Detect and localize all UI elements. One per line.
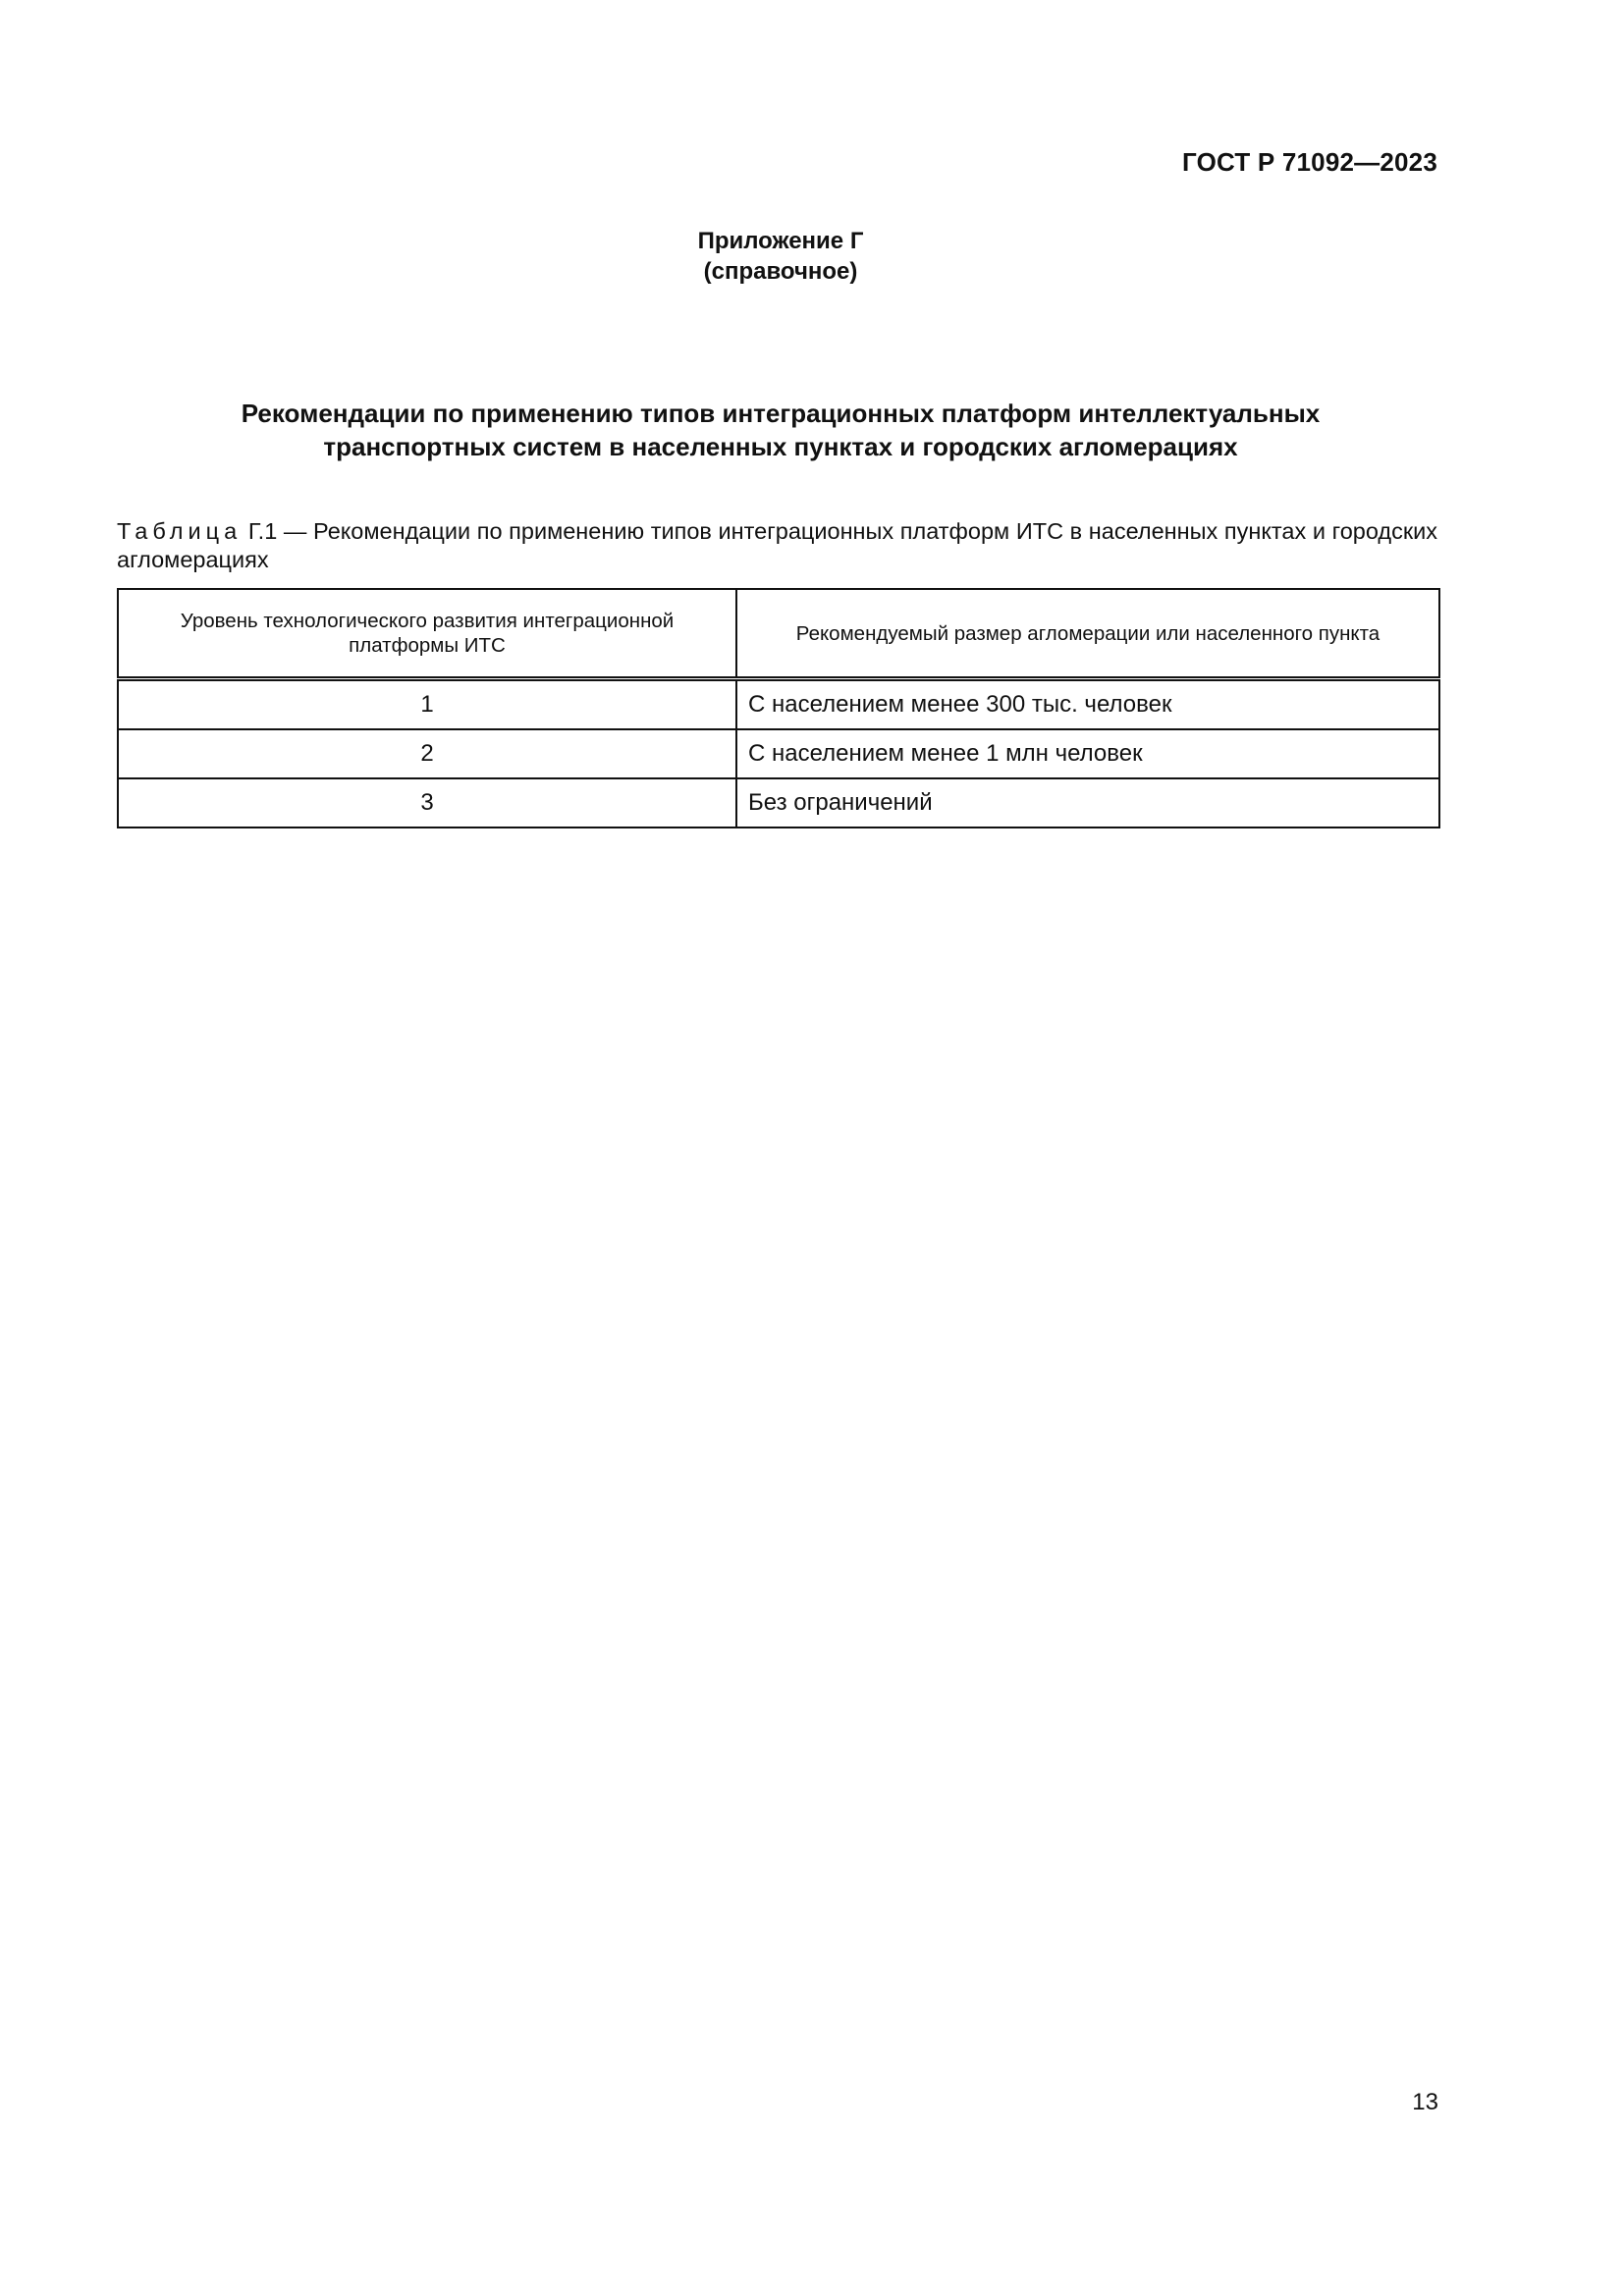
appendix-heading bbox=[0, 226, 1561, 287]
recommendations-table bbox=[117, 588, 1440, 828]
table-row bbox=[118, 729, 1439, 778]
level-cell: 1 bbox=[118, 679, 736, 730]
section-title bbox=[147, 397, 1414, 463]
table-row bbox=[118, 778, 1439, 828]
document-code: ГОСТ Р 71092—2023 bbox=[1182, 147, 1437, 177]
appendix-status: (справочное) bbox=[703, 258, 858, 285]
section-title-line-1: Рекомендации по применению типов интеграционных платформ интеллектуальных bbox=[241, 399, 1321, 428]
section-title-line-2: транспортных систем в населенных пунктах и городских агломерациях bbox=[323, 432, 1238, 461]
column-header-size: Рекомендуемый размер агломерации или населенного пункта bbox=[736, 589, 1439, 679]
table-caption-label: Таблица bbox=[117, 518, 243, 544]
level-cell: 3 bbox=[118, 778, 736, 828]
size-cell: С населением менее 1 млн человек bbox=[736, 729, 1439, 778]
table-caption-text: Г.1 — Рекомендации по применению типов интеграционных платформ ИТС в населенных пунктах и городских агломерациях bbox=[117, 518, 1438, 572]
appendix-name: Приложение Г bbox=[697, 228, 864, 254]
column-header-level: Уровень технологического развития интеграционной платформы ИТС bbox=[118, 589, 736, 679]
table-row bbox=[118, 679, 1439, 730]
size-cell: С населением менее 300 тыс. человек bbox=[736, 679, 1439, 730]
table-header-row bbox=[118, 589, 1439, 679]
level-cell: 2 bbox=[118, 729, 736, 778]
size-cell: Без ограничений bbox=[736, 778, 1439, 828]
page-number: 13 bbox=[1412, 2089, 1438, 2115]
table-caption bbox=[117, 517, 1437, 574]
